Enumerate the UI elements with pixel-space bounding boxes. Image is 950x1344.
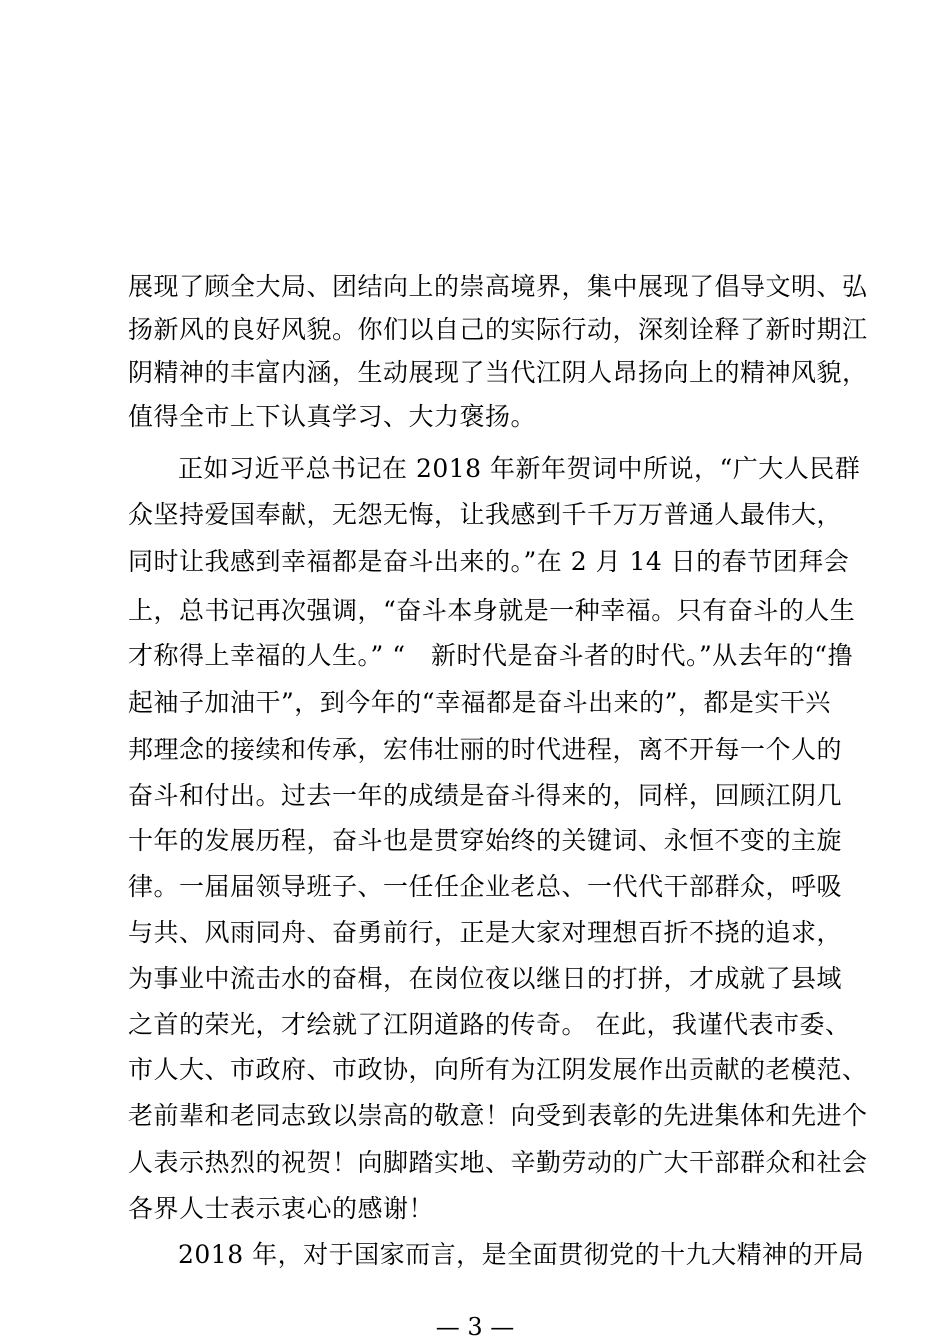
text-line-11: 邦理念的接续和传承，宏伟壮丽的时代进程，离不开每一个人的: [128, 735, 843, 764]
text-line-21: 各界人士表示衷心的感谢！: [128, 1194, 435, 1223]
page-number: — 3 —: [435, 1313, 515, 1341]
text-line-5: 正如习近平总书记在 2018 年新年贺词中所说，“广大人民群: [178, 454, 861, 483]
text-line-16: 为事业中流击水的奋楫，在岗位夜以继日的打拼，才成就了县域: [128, 964, 843, 993]
text-line-1: 展现了顾全大局、团结向上的崇高境界，集中展现了倡导文明、弘: [128, 272, 868, 301]
text-line-2: 扬新风的良好风貌。你们以自己的实际行动，深刻诠释了新时期江: [128, 315, 868, 344]
text-line-9: 才称得上幸福的人生。” “ 新时代是奋斗者的时代。”从去年的“撸: [128, 641, 854, 670]
text-line-10: 起袖子加油干”，到今年的“幸福都是奋斗出来的”，都是实干兴: [128, 688, 831, 717]
text-line-17: 之首的荣光，才绘就了江阴道路的传奇。 在此，我谨代表市委、: [128, 1010, 851, 1039]
text-line-7: 同时让我感到幸福都是奋斗出来的。”在 2 月 14 日的春节团拜会: [128, 547, 850, 576]
text-line-19: 老前辈和老同志致以崇高的敬意！向受到表彰的先进集体和先进个: [128, 1101, 868, 1130]
text-line-8: 上，总书记再次强调，“奋斗本身就是一种幸福。只有奋斗的人生: [128, 596, 856, 625]
text-line-22: 2018 年，对于国家而言，是全面贯彻党的十九大精神的开局: [178, 1240, 865, 1269]
text-line-4: 值得全市上下认真学习、大力褒扬。: [128, 402, 537, 431]
text-line-6: 众坚持爱国奉献，无怨无悔，让我感到千千万万普通人最伟大，: [128, 500, 843, 529]
text-line-13: 十年的发展历程，奋斗也是贯穿始终的关键词、永恒不变的主旋: [128, 826, 843, 855]
text-line-12: 奋斗和付出。过去一年的成绩是奋斗得来的，同样，回顾江阴几: [128, 781, 843, 810]
text-line-18: 市人大、市政府、市政协，向所有为江阴发展作出贡献的老模范、: [128, 1055, 868, 1084]
text-line-15: 与共、风雨同舟、奋勇前行，正是大家对理想百折不挠的追求，: [128, 918, 843, 947]
text-line-14: 律。一届届领导班子、一任任企业老总、一代代干部群众，呼吸: [128, 872, 843, 901]
text-line-20: 人表示热烈的祝贺！向脚踏实地、辛勤劳动的广大干部群众和社会: [128, 1148, 868, 1177]
text-line-3: 阴精神的丰富内涵，生动展现了当代江阴人昂扬向上的精神风貌，: [128, 358, 868, 387]
